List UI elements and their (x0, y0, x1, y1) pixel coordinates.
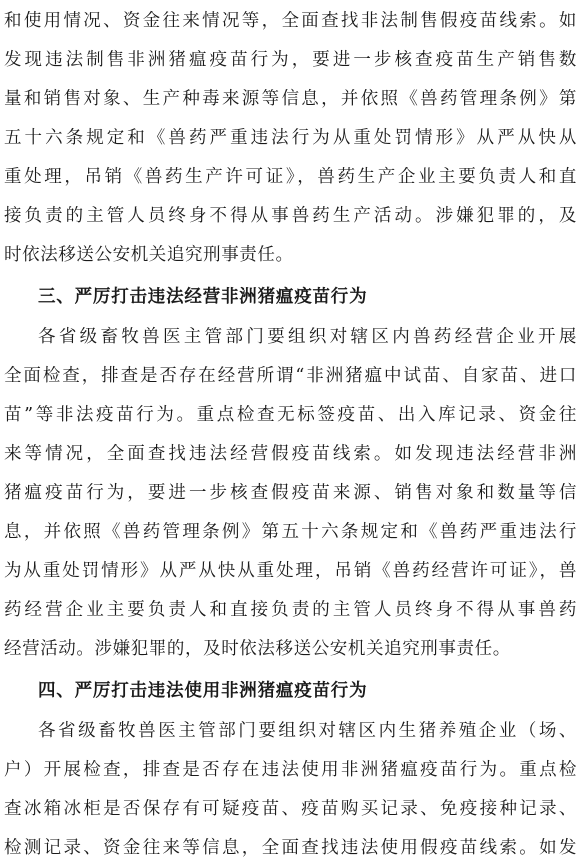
section-heading: 三、严厉打击违法经营非洲猪瘟疫苗行为 (38, 287, 368, 307)
paragraph-line: 接负责的主管人员终身不得从事兽药生产活动。涉嫌犯罪的，及 (4, 206, 577, 226)
paragraph-line: 经营活动。涉嫌犯罪的，及时依法移送公安机关追究刑事责任。 (4, 639, 511, 659)
paragraph-line: 五十六条规定和《兽药严重违法行为从重处罚情形》从严从快从 (4, 128, 577, 148)
paragraph-line: 重处理，吊销《兽药生产许可证》，兽药生产企业主要负责人和直 (4, 167, 577, 187)
paragraph-line: 全面检查，排查是否存在经营所谓“非洲猪瘟中试苗、自家苗、进口 (4, 366, 577, 386)
paragraph-line: 各省级畜牧兽医主管部门要组织对辖区内兽药经营企业开展 (38, 327, 577, 347)
paragraph-line: 苗”等非法疫苗行为。重点检查无标签疫苗、出入库记录、资金往 (4, 405, 577, 425)
paragraph-line: 来等情况，全面查找违法经营假疫苗线索。如发现违法经营非洲 (4, 444, 577, 464)
paragraph-line: 药经营企业主要负责人和直接负责的主管人员终身不得从事兽药 (4, 600, 577, 620)
paragraph-line: 和使用情况、资金往来情况等，全面查找非法制售假疫苗线索。如 (4, 11, 577, 31)
paragraph-line: 为从重处罚情形》从严从快从重处理，吊销《兽药经营许可证》，兽 (4, 561, 577, 581)
section-heading: 四、严厉打击违法使用非洲猪瘟疫苗行为 (38, 681, 368, 701)
paragraph-line: 户）开展检查，排查是否存在违法使用非洲猪瘟疫苗行为。重点检 (4, 760, 577, 780)
paragraph-line: 量和销售对象、生产种毒来源等信息，并依照《兽药管理条例》第 (4, 89, 577, 109)
paragraph-line: 发现违法制售非洲猪瘟疫苗行为，要进一步核查疫苗生产销售数 (4, 50, 577, 70)
paragraph-line: 检测记录、资金往来等信息，全面查找违法使用假疫苗线索。如发 (4, 838, 577, 858)
paragraph-line: 各省级畜牧兽医主管部门要组织对辖区内生猪养殖企业（场、 (38, 721, 577, 741)
paragraph-line: 猪瘟疫苗行为，要进一步核查假疫苗来源、销售对象和数量等信 (4, 483, 577, 503)
paragraph-line: 查冰箱冰柜是否保存有可疑疫苗、疫苗购买记录、免疫接种记录、 (4, 799, 577, 819)
paragraph-line: 息，并依照《兽药管理条例》第五十六条规定和《兽药严重违法行 (4, 522, 577, 542)
paragraph-line: 时依法移送公安机关追究刑事责任。 (4, 245, 294, 265)
